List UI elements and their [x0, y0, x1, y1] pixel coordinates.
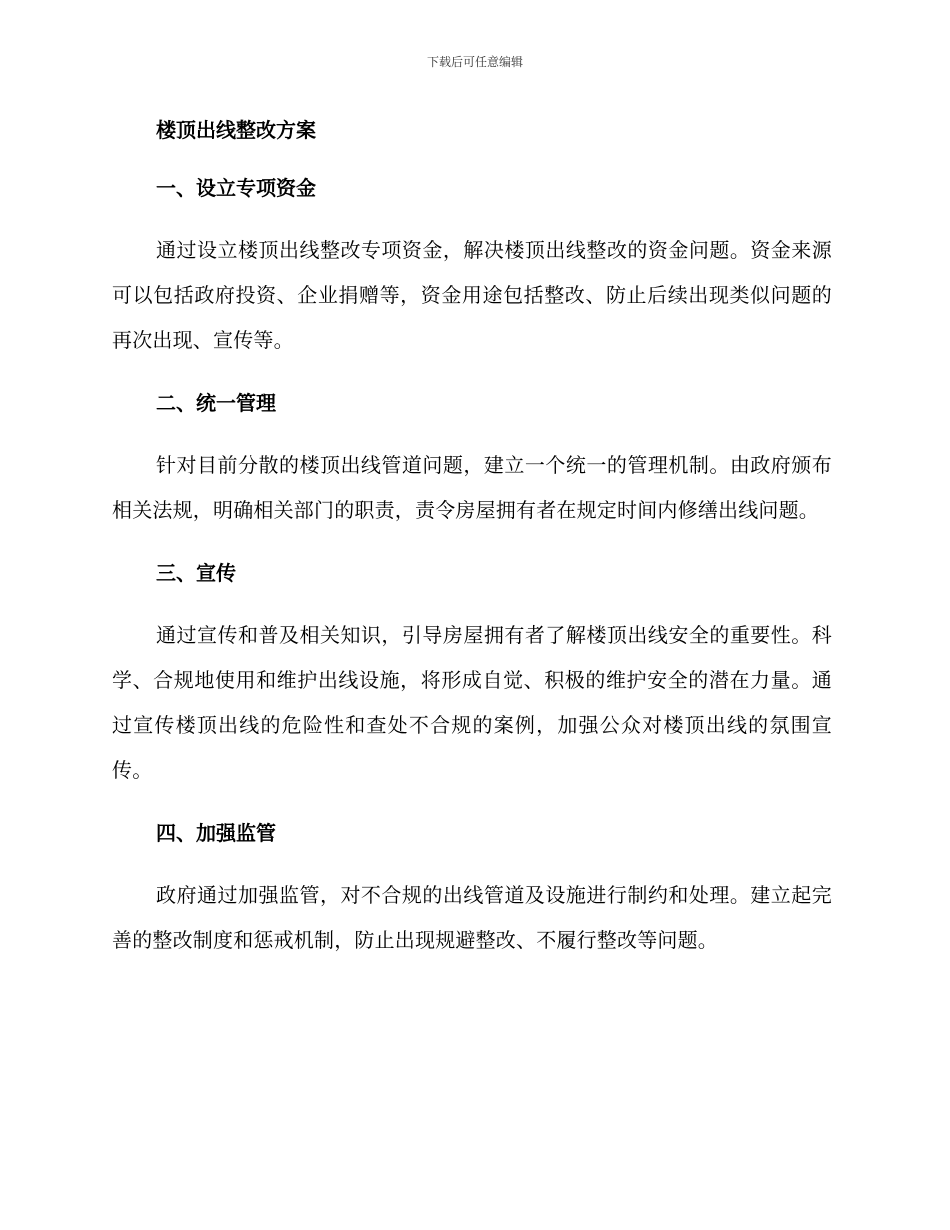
section-body-2: 针对目前分散的楼顶出线管道问题，建立一个统一的管理机制。由政府颁布相关法规，明确相关部门的职责，责令房屋拥有者在规定时间内修缮出线问题。 — [112, 453, 832, 522]
document-title: 楼顶出线整改方案 — [156, 118, 316, 142]
section-body-4: 政府通过加强监管，对不合规的出线管道及设施进行制约和处理。建立起完善的整改制度和惩戒机制，防止出现规避整改、不履行整改等问题。 — [112, 883, 832, 952]
section-heading-3: 三、宣传 — [156, 561, 236, 585]
section-heading-2: 二、统一管理 — [156, 391, 276, 415]
section-heading-1: 一、设立专项资金 — [156, 176, 316, 200]
header-note: 下载后可任意编辑 — [426, 55, 523, 69]
section-body-3: 通过宣传和普及相关知识，引导房屋拥有者了解楼顶出线安全的重要性。科学、合规地使用和维护出线设施，将形成自觉、积极的维护安全的潜在力量。通过宣传楼顶出线的危险性和查处不合规的案例，加强公众对楼顶出线的氛围宣传。 — [112, 623, 832, 782]
section-heading-4: 四、加强监管 — [156, 821, 276, 845]
document-body — [112, 112, 832, 985]
section-body-1: 通过设立楼顶出线整改专项资金，解决楼顶出线整改的资金问题。资金来源可以包括政府投资、企业捐赠等，资金用途包括整改、防止后续出现类似问题的再次出现、宣传等。 — [112, 238, 832, 352]
